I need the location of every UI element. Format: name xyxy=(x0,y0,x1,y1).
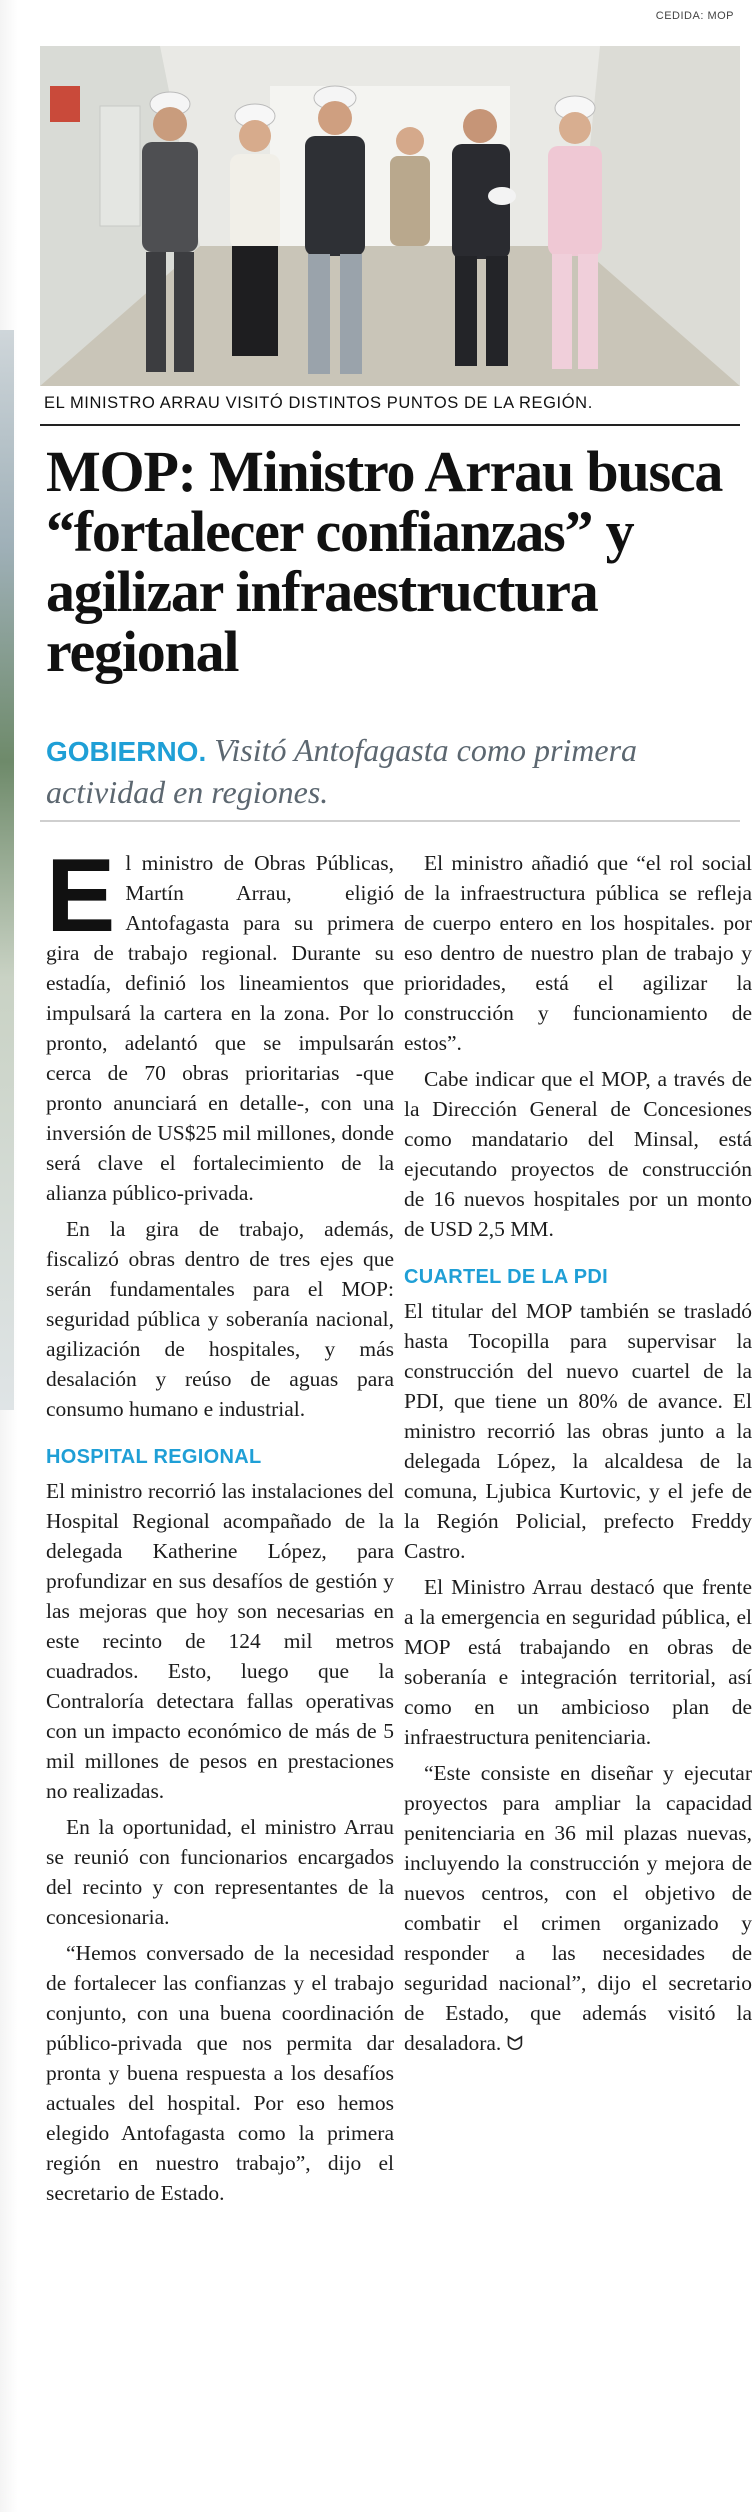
subhead-text: Visitó Antofagasta como primera actividad en regiones. xyxy=(46,732,638,810)
paragraph-4: En la oportunidad, el ministro Arrau se reunió con funcionarios encargados del recinto y con representantes de la concesionaria. xyxy=(46,1815,394,1929)
article-photo xyxy=(40,46,740,386)
end-mark-icon: ᗢ xyxy=(506,2031,524,2055)
paragraph-10-text: “Este consiste en diseñar y ejecutar proyectos para ampliar la capacidad penitenciaria en 36 mil plazas nuevas, incluyendo la construcción y mejora de nuevos centros, con el objetivo de combatir el crimen organizado y responder a las necesidades de seguridad nacional”, dijo el secretario de Estado, que además visitó la desaladora. xyxy=(404,1761,752,2055)
headline: MOP: Ministro Arrau busca “fortalecer confianzas” y agilizar infraestructura regional xyxy=(46,439,723,684)
paragraph-3: El ministro recorrió las instalaciones del Hospital Regional acompañado de la delegada Katherine López, para profundizar en sus desafíos de gestión y las mejoras que hoy son necesarias en este recinto de 124 mil metros cuadrados. Esto, luego que la Contraloría detectara fallas operativas con un impacto económico de más de 5 mil millones de pesos en prestaciones no realizadas. xyxy=(46,1479,394,1803)
paragraph-2: En la gira de trabajo, además, fiscalizó obras dentro de tres ejes que serán fundamentales para el MOP: seguridad pública y soberanía nacional, agilización de hospitales, y más desalación y reúso de aguas para consumo humano e industrial. xyxy=(46,1217,394,1421)
adjacent-page-photo-fragment xyxy=(0,330,14,1410)
drop-cap: E xyxy=(46,838,116,954)
section-heading-hospital: HOSPITAL REGIONAL xyxy=(46,1446,262,1468)
section-heading-pdi: CUARTEL DE LA PDI xyxy=(404,1266,608,1288)
subhead xyxy=(46,730,736,812)
caption-rule xyxy=(40,424,740,426)
paragraph-6: El ministro añadió que “el rol social de la infraestructura pública se refleja de cuerpo entero en los hospitales. por eso dentro de nuestro plan de trabajo y prioridades, está el agilizar la construcción y funcionamiento de estos”. xyxy=(404,851,752,1055)
paragraph-7: Cabe indicar que el MOP, a través de la Dirección General de Concesiones como mandatario del Minsal, está ejecutando proyectos de construcción de 16 nuevos hospitales por un monto de USD 2,5 MM. xyxy=(404,1067,752,1241)
article-column-right xyxy=(404,848,752,2064)
article-column-left xyxy=(46,838,394,2214)
paragraph-8: El titular del MOP también se trasladó hasta Tocopilla para supervisar la construcción del nuevo cuartel de la PDI, que tiene un 80% de avance. El ministro recorrió las obras junto a la delegada López, la alcaldesa de la comuna, Ljubica Kurtovic, y el jefe de la Región Policial, prefecto Freddy Castro. xyxy=(404,1299,752,1563)
photo-caption: EL MINISTRO ARRAU VISITÓ DISTINTOS PUNTOS DE LA REGIÓN. xyxy=(44,394,593,412)
photo-credit: CEDIDA: MOP xyxy=(655,10,734,22)
paragraph-10 xyxy=(404,1758,752,2058)
paragraph-9: El Ministro Arrau destacó que frente a la emergencia en seguridad pública, el MOP está trabajando en obras de soberanía e integración territorial, así como en un ambicioso plan de infraestructura penitenciaria. xyxy=(404,1575,752,1749)
section-divider xyxy=(40,820,740,822)
subhead-kicker: GOBIERNO. xyxy=(46,736,207,767)
group-photo-icon xyxy=(40,46,740,386)
paragraph-1: l ministro de Obras Públicas, Martín Arrau, eligió Antofagasta para su primera gira de trabajo regional. Durante su estadía, definió los lineamientos que impulsará la cartera en la zona. Por lo pronto, adelantó que se impulsarán cerca de 70 obras prioritarias -que pronto anunciará en detalle-, con una inversión de US$25 mil millones, donde será clave el fortalecimiento de la alianza público-privada. xyxy=(46,851,394,1205)
lead-paragraph xyxy=(46,838,394,1208)
paragraph-5: “Hemos conversado de la necesidad de fortalecer las confianzas y el trabajo conjunto, con una buena coordinación público-privada que nos permita dar pronta y buena respuesta a los desafíos actuales del hospital. Por eso hemos elegido Antofagasta como la primera región en nuestro trabajo”, dijo el secretario de Estado. xyxy=(46,1941,394,2205)
